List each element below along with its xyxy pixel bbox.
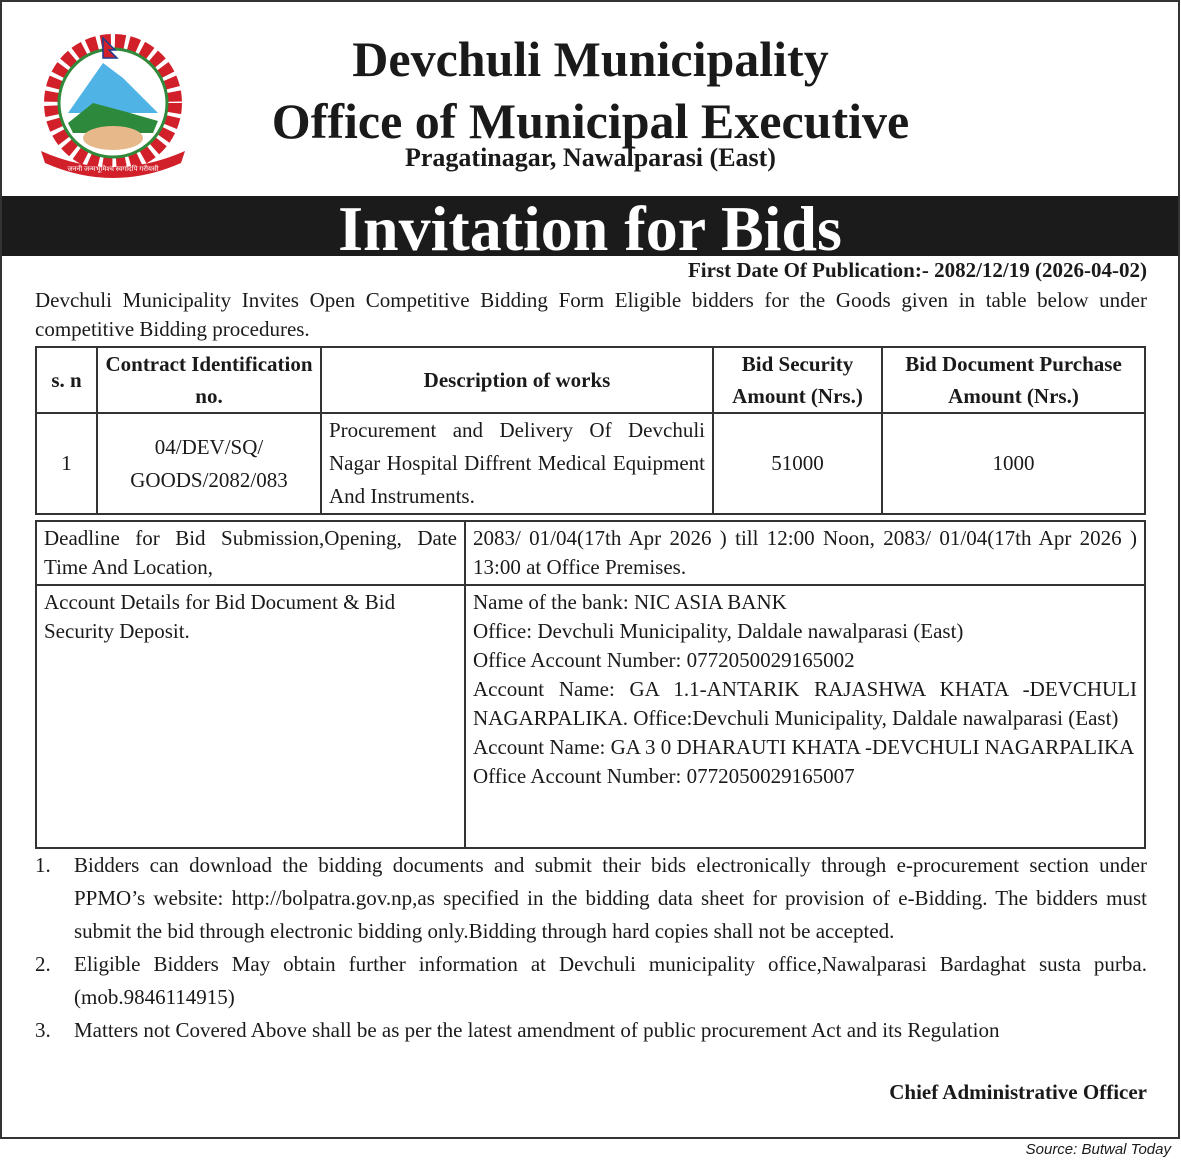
account-number-1: Office Account Number: 0772050029165002 [473,648,855,672]
col-header-doc-purchase: Bid Document Purchase Amount (Nrs.) [882,347,1145,413]
banner-title: Invitation for Bids [2,196,1178,256]
account-value [465,585,1145,848]
account-name-2: Account Name: GA 3 0 DHARAUTI KHATA -DEVCHULI NAGARPALIKA [473,735,1135,759]
cell-sn: 1 [36,413,97,514]
col-header-bid-security: Bid Security Amount (Nrs.) [713,347,882,413]
publication-date: First Date Of Publication:- 2082/12/19 (2026-04-02) [687,258,1147,282]
cell-contract-id: 04/DEV/SQ/ GOODS/2082/083 [97,413,321,514]
table-row [36,585,1145,848]
deadline-label: Deadline for Bid Submission,Opening, Date Time And Location, [36,521,465,585]
item-text: Bidders can download the bidding documents and submit their bids electronically through e-procurement section under PPMO’s website: http://bolpatra.gov.np,as specified in the bidding data sheet for provision of e-Bidding. The bidders must submit the bid through electronic bidding only.Bidding through hard copies shall not be accepted. [74,853,1147,943]
address: Pragatinagar, Nawalparasi (East) [405,143,776,172]
intro-text: Devchuli Municipality Invites Open Competitive Bidding Form Eligible bidders for the Goods given in table below under competitive Bidding procedures. [35,288,1147,341]
item-text: Matters not Covered Above shall be as per the latest amendment of public procurement Act and its Regulation [74,1018,1000,1042]
table-row [36,521,1145,585]
account-label: Account Details for Bid Document & Bid Security Deposit. [36,585,465,848]
account-number-2: Office Account Number: 0772050029165007 [473,764,855,788]
bank-name: Name of the bank: NIC ASIA BANK [473,590,787,614]
source-credit: Source: Butwal Today [1025,1141,1171,1158]
municipality-title: Devchuli Municipality [352,31,829,87]
notes-list [35,849,1147,1047]
details-table [35,520,1146,849]
account-name-1: Account Name: GA 1.1-ANTARIK RAJASHWA KHATA -DEVCHULI NAGARPALIKA. Office:Devchuli Municipality, Daldale nawalparasi (East) [473,677,1137,730]
list-item [35,948,1147,1014]
signatory: Chief Administrative Officer [889,1080,1147,1104]
cell-bid-security: 51000 [713,413,882,514]
col-header-description: Description of works [321,347,713,413]
item-text: Eligible Bidders May obtain further information at Devchuli municipality office,Nawalparasi Bardaghat susta purba.(mob.9846114915) [74,952,1147,1009]
cell-doc-purchase: 1000 [882,413,1145,514]
item-number: 3. [35,1018,51,1042]
table-header-row [36,347,1145,413]
contracts-table [35,346,1146,515]
col-header-contract-id: Contract Identification no. [97,347,321,413]
list-item [35,1014,1147,1047]
col-header-sn: s. n [36,347,97,413]
cell-description: Procurement and Delivery Of Devchuli Nagar Hospital Diffrent Medical Equipment And Instruments. [321,413,713,514]
deadline-value: 2083/ 01/04(17th Apr 2026 ) till 12:00 Noon, 2083/ 01/04(17th Apr 2026 ) 13:00 at Office Premises. [465,521,1145,585]
table-row [36,413,1145,514]
list-item [35,849,1147,948]
office-title: Office of Municipal Executive [271,93,910,149]
logo-motto: जननी जन्मभूमिश्च स्वर्गादपि गरीयसी [67,165,159,173]
item-number: 2. [35,952,51,976]
bank-office: Office: Devchuli Municipality, Daldale nawalparasi (East) [473,619,964,643]
item-number: 1. [35,853,51,877]
